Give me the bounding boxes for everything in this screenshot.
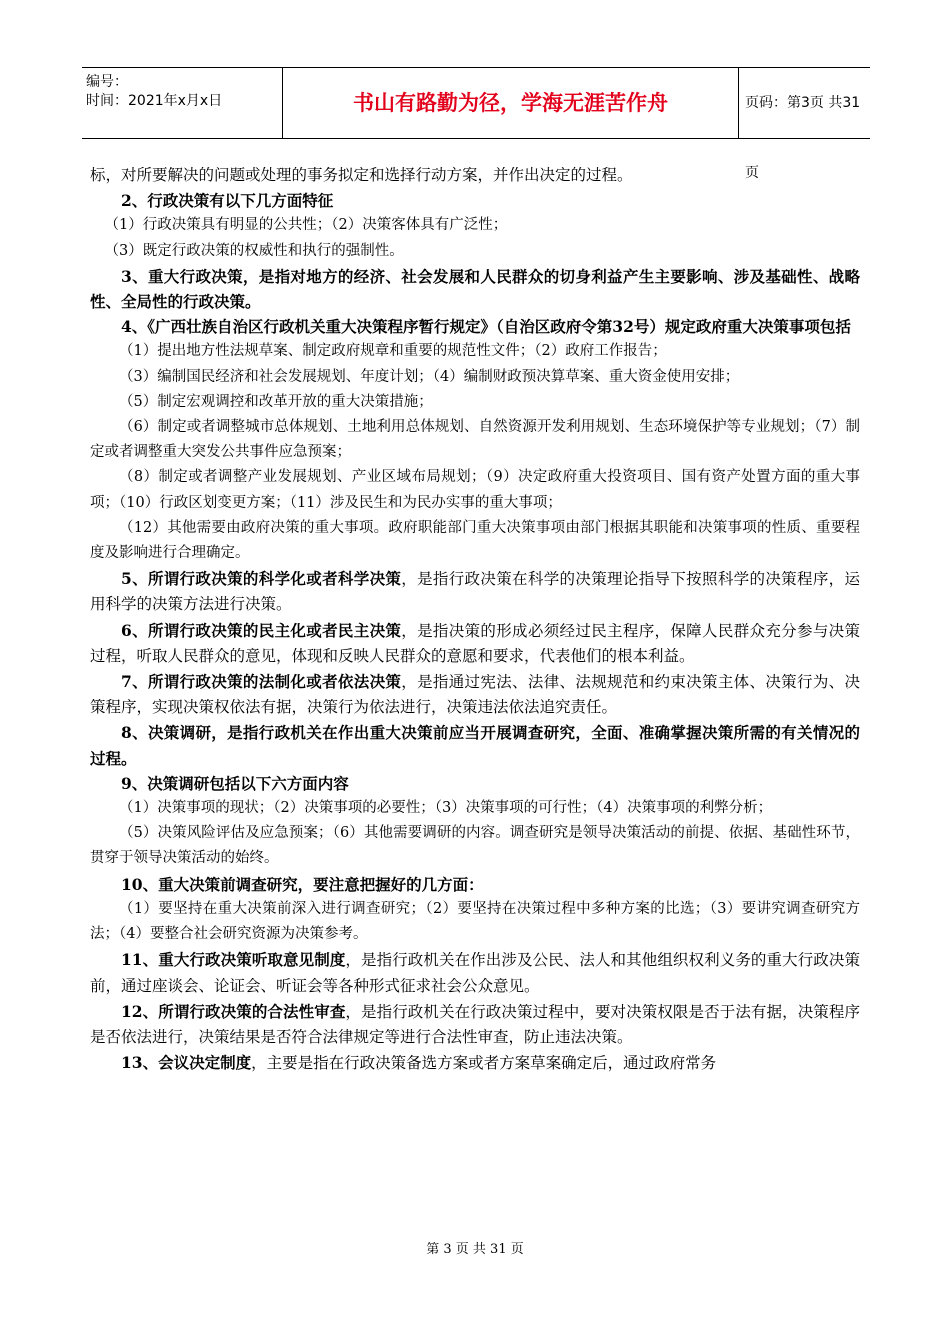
header-page-number: 页码：第3页 共31页: [745, 95, 861, 181]
paragraph: （1）行政决策具有明显的公共性；（2）决策客体具有广泛性；: [104, 217, 508, 234]
term: 13、会议决定制度: [121, 1053, 252, 1073]
definition: ，是指行政决策在科学的决策理论指导下按照科学的决策程序，运用科学的决策方法进行决策。: [90, 570, 860, 614]
section-heading: 2、行政决策有以下几方面特征: [121, 191, 334, 211]
header-meta: [82, 68, 283, 138]
header-motto: 书山有路勤为径，学海无涯苦作舟: [283, 68, 739, 138]
definition: ，是指通过宪法、法律、法规规范和约束决策主体、决策行为、决策程序，实现决策权依法有据，决策行为依法进行，决策违法依法追究责任。: [90, 673, 860, 717]
section-heading: 10、重大决策前调查研究，要注意把握好的几方面：: [121, 874, 484, 894]
term: 6、所谓行政决策的民主化或者民主决策: [121, 620, 402, 640]
header-number: 编号：: [86, 74, 128, 90]
section-heading: 8、决策调研，是指行政机关在作出重大决策前应当开展调查研究，全面、准确掌握决策所需的有关情况的过程。: [90, 723, 860, 768]
paragraph: （1）决策事项的现状；（2）决策事项的必要性；（3）决策事项的可行性；（4）决策事项的利弊分析；: [119, 800, 773, 817]
term: 12、所谓行政决策的合法性审查: [121, 1001, 346, 1021]
paragraph: （6）制定或者调整城市总体规划、土地利用总体规划、自然资源开发利用规划、生态环境保护等专业规划；（7）制定或者调整重大突发公共事件应急预案；: [90, 419, 860, 461]
paragraph: （5）决策风险评估及应急预案；（6）其他需要调研的内容。调查研究是领导决策活动的前提、依据、基础性环节，贯穿于领导决策活动的始终。: [90, 825, 860, 867]
definition: ，主要是指在行政决策备选方案或者方案草案确定后，通过政府常务: [251, 1054, 717, 1073]
paragraph: [90, 1050, 860, 1076]
term: 7、所谓行政决策的法制化或者依法决策: [121, 672, 402, 692]
document-body: [90, 163, 860, 1076]
section-heading: 4、《广西壮族自治区行政机关重大决策程序暂行规定》（自治区政府令第32号）规定政府重大决策事项包括: [121, 317, 851, 337]
paragraph: （1）提出地方性法规草案、制定政府规章和重要的规范性文件；（2）政府工作报告；: [119, 343, 667, 360]
paragraph: （1）要坚持在重大决策前深入进行调查研究；（2）要坚持在决策过程中多种方案的比选；（3）要讲究调查研究方法；（4）要整合社会研究资源为决策参考。: [90, 900, 860, 943]
paragraph: 标，对所要解决的问题或处理的事务拟定和选择行动方案，并作出决定的过程。: [90, 166, 633, 184]
section-heading: 3、重大行政决策，是指对地方的经济、社会发展和人民群众的切身利益产生主要影响、涉及基础性、战略性、全局性的行政决策。: [90, 266, 860, 312]
term: 5、所谓行政决策的科学化或者科学决策: [121, 569, 402, 589]
paragraph: [90, 999, 860, 1050]
paragraph: [90, 669, 860, 720]
paragraph: （12）其他需要由政府决策的重大事项。政府职能部门重大决策事项由部门根据其职能和决策事项的性质、重要程度及影响进行合理确定。: [90, 519, 860, 562]
paragraph: [90, 947, 860, 998]
paragraph: [90, 618, 860, 669]
paragraph: （5）制定宏观调控和改革开放的重大决策措施；: [119, 393, 433, 410]
paragraph: [90, 566, 860, 617]
page-footer: 第 3 页 共 31 页: [426, 1242, 524, 1257]
definition: ，是指行政机关在作出涉及公民、法人和其他组织权利义务的重大行政决策前，通过座谈会、论证会、听证会等各种形式征求社会公众意见。: [90, 951, 860, 995]
paragraph: （8）制定或者调整产业发展规划、产业区域布局规划；（9）决定政府重大投资项目、国有资产处置方面的重大事项；（10）行政区划变更方案；（11）涉及民生和为民办实事的重大事项；: [90, 469, 860, 511]
paragraph: （3）编制国民经济和社会发展规划、年度计划；（4）编制财政预决算草案、重大资金使用安排；: [119, 368, 740, 385]
definition: ，是指决策的形成必须经过民主程序，保障人民群众充分参与决策过程，听取人民群众的意见，体现和反映人民群众的意愿和要求，代表他们的根本利益。: [90, 621, 860, 665]
term: 11、重大行政决策听取意见制度: [121, 950, 346, 970]
section-heading: 9、决策调研包括以下六方面内容: [121, 773, 349, 793]
header-time: 时间：2021年x月x日: [86, 93, 223, 109]
definition: ，是指行政机关在行政决策过程中，要对决策权限是否于法有据，决策程序是否依法进行，决策结果是否符合法律规定等进行合法性审查，防止违法决策。: [90, 1002, 860, 1046]
paragraph: （3）既定行政决策的权威性和执行的强制性。: [104, 242, 404, 259]
